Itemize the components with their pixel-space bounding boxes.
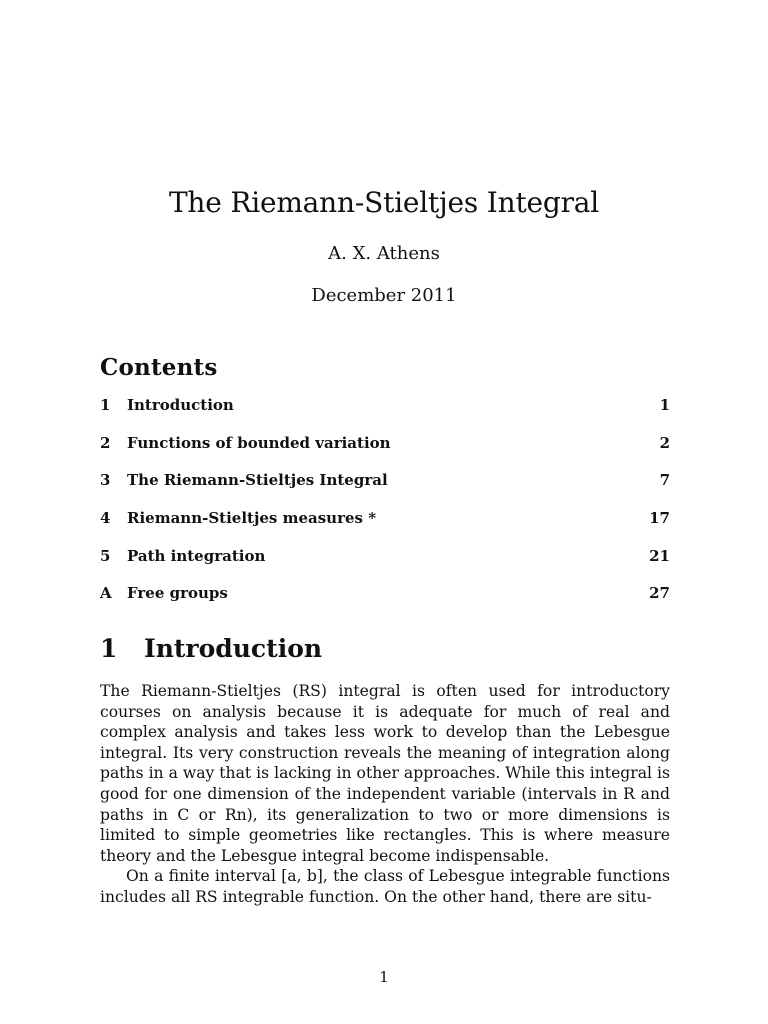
toc-entry[interactable] [100,396,670,434]
toc-entry-page: 17 [649,509,670,528]
toc-entry[interactable] [100,509,670,547]
toc-entry-number: 4 [100,509,111,528]
toc-entry-title: Path integration [127,546,266,565]
section-title: Introduction [144,634,323,663]
toc-entry[interactable] [100,434,670,472]
page-number: 1 [379,968,389,986]
section-number: 1 [100,634,118,663]
paper-date: December 2011 [311,285,457,306]
toc-entry-number: A [100,584,112,603]
section-body [100,681,670,908]
body-paragraph: On a finite interval [a, b], the class of Lebesgue integrable functions includes all RS integrable function. On the other hand, there are situ- [100,867,670,906]
toc-entry-title: Riemann-Stieltjes measures * [127,509,377,528]
contents-heading: Contents [100,354,218,381]
paper-author: A. X. Athens [328,243,440,264]
toc-entry-number: 3 [100,471,111,490]
toc-entry[interactable] [100,547,670,585]
paper-title: The Riemann-Stieltjes Integral [168,186,600,219]
toc-entry-number: 1 [100,396,111,414]
toc-entry-title: Introduction [127,396,234,414]
toc-entry-title: Functions of bounded variation [127,433,391,452]
toc-entry-page: 27 [649,584,670,603]
toc-entry-title: Free groups [127,584,228,603]
toc-entry-page: 2 [659,433,670,452]
toc-entry-page: 1 [659,396,670,414]
toc-entry-page: 21 [649,546,670,565]
toc-entry[interactable] [100,471,670,509]
section-heading [100,634,322,663]
body-paragraph: The Riemann-Stieltjes (RS) integral is often used for introductory courses on analysis because it is adequate for much of real and complex analysis and takes less work to develop than the Lebesgue integral. Its very construction reveals the meaning of integration along paths in a way that is lacking in other approaches. While this integral is good for one dimension of the independent variable (intervals in R and paths in C or Rn), its generalization to two or more dimensions is limited to simple geometries like rectangles. This is where measure theory and the Lebesgue integral become indispensable. [100,682,670,865]
toc-entry-title: The Riemann-Stieltjes Integral [127,471,388,490]
toc-entry-number: 2 [100,433,111,452]
toc-entry-number: 5 [100,546,111,565]
table-of-contents [100,396,670,622]
toc-entry[interactable] [100,584,670,622]
toc-entry-page: 7 [659,471,670,490]
